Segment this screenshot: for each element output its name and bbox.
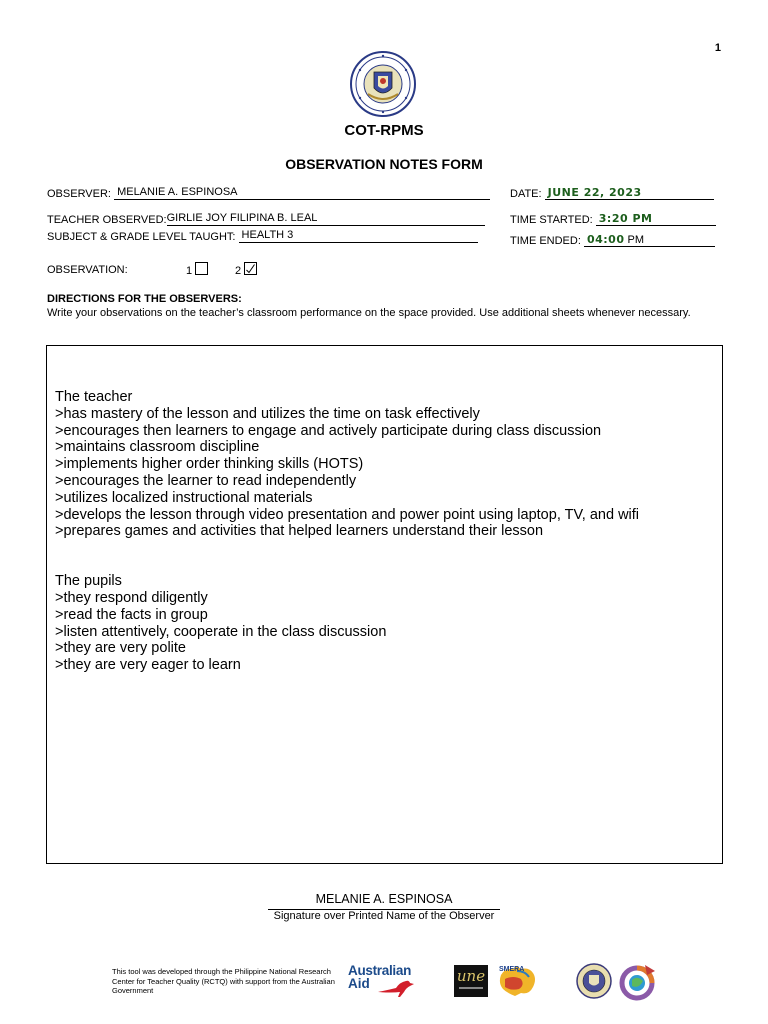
pupils-note-item: >they are very eager to learn [55,657,241,674]
une-logo-text: une [456,967,486,985]
teacher-note-item: >encourages the learner to read independently [55,472,357,489]
directions-text: Write your observations on the teacher’s classroom performance on the space provided. Use additional sheets whenever necessary. [47,307,691,319]
form-title: COT-RPMS [344,122,424,139]
observation-label: OBSERVATION: [47,264,128,276]
time-ended-field[interactable] [584,233,715,247]
australian-aid-logo [348,964,428,1000]
observation-option-1[interactable] [186,262,208,277]
pupils-note-item: >they respond diligently [55,589,208,606]
signature-caption: Signature over Printed Name of the Observer [273,910,495,922]
footer-note: This tool was developed through the Philippine National Research Center for Teacher Quality (RCTQ) with support from the Australian Government [112,967,335,995]
australian-aid-logo-line1: Australian [348,963,412,978]
teacher-note-item: >has mastery of the lesson and utilizes the time on task effectively [55,405,480,422]
date-row [510,186,714,200]
observation-notes [55,389,639,674]
teacher-note-item: >implements higher order thinking skills (HOTS) [55,456,364,473]
deped-seal-logo [348,50,418,118]
teacher-notes-heading: The teacher [55,389,133,405]
observation-option-1-label: 1 [186,265,193,277]
observer-label: OBSERVER: [47,188,111,200]
teacher-note-item: >develops the lesson through video presentation and power point using laptop, TV, and wifi [55,506,640,523]
time-started-row [510,212,716,226]
teacher-note-item: >encourages then learners to engage and actively participate during class discussion [55,422,602,439]
smera-map-logo [495,963,539,999]
teacher-row [47,212,485,226]
date-field[interactable]: JUNE 22, 2023 [545,186,714,200]
teacher-note-item: >utilizes localized instructional materials [55,489,313,506]
observation-row [47,264,128,276]
checkmark-icon [245,263,256,274]
time-ended-value: 04:00 [586,233,625,246]
time-ended-suffix: PM [627,234,645,246]
kangaroo-icon [376,978,418,998]
observation-checkbox-2[interactable] [244,262,257,275]
subject-label: SUBJECT & GRADE LEVEL TAUGHT: [47,231,236,243]
time-ended-label: TIME ENDED: [510,235,581,247]
subject-row [47,229,478,243]
teacher-label: TEACHER OBSERVED: [47,214,167,226]
time-ended-row [510,233,715,247]
pupils-note-item: >read the facts in group [55,606,208,623]
observation-checkbox-1[interactable] [195,262,208,275]
smera-logo-text: SMERA [499,966,525,973]
observation-option-2-label: 2 [235,265,242,277]
pupils-notes-heading: The pupils [55,573,122,590]
rctq-logo [617,961,659,1001]
observer-row [47,186,490,200]
deped-seal-small-logo [576,963,612,999]
page-number: 1 [714,42,721,54]
time-started-field[interactable]: 3:20 PM [596,212,716,226]
observation-option-2[interactable] [235,262,257,277]
date-label: DATE: [510,188,542,200]
directions-heading: DIRECTIONS FOR THE OBSERVERS: [47,293,242,305]
une-logo [454,965,488,997]
pupils-note-item: >they are very polite [55,640,186,657]
time-started-label: TIME STARTED: [510,214,593,226]
pupils-note-item: >listen attentively, cooperate in the class discussion [55,623,387,640]
observer-printed-name: MELANIE A. ESPINOSA [315,892,453,906]
teacher-note-item: >maintains classroom discipline [55,439,260,456]
teacher-field[interactable]: GIRLIE JOY FILIPINA B. LEAL [167,212,485,226]
australian-aid-logo-line2: Aid [348,976,370,991]
form-subtitle: OBSERVATION NOTES FORM [285,156,483,172]
teacher-note-item: >prepares games and activities that helped learners understand their lesson [55,523,544,540]
observer-field[interactable]: MELANIE A. ESPINOSA [114,186,490,200]
subject-field[interactable]: HEALTH 3 [239,229,478,243]
